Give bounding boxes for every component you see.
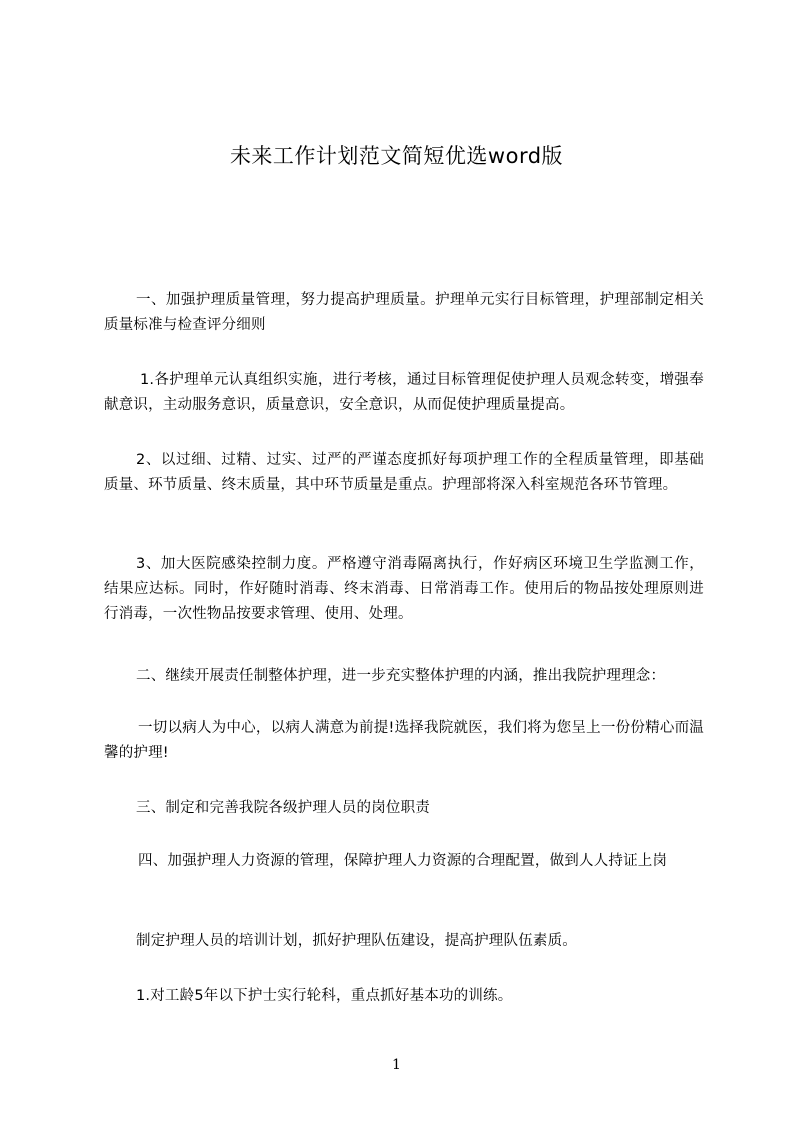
paragraph-item-rotation: 1.对工龄5年以下护士实行轮科，重点抓好基本功的训练。: [136, 988, 513, 1004]
paragraph-section-3: 三、制定和完善我院各级护理人员的岗位职责: [136, 800, 430, 816]
paragraph-section-1: 一、加强护理质量管理，努力提高护理质量。护理单元实行目标管理，护理部制定相关质量标准与检查评分细则: [104, 292, 704, 333]
paragraph-item-1-2: 2、以过细、过精、过实、过严的严谨态度抓好每项护理工作的全程质量管理，即基础质量、环节质量、终末质量，其中环节质量是重点。护理部将深入科室规范各环节管理。: [104, 452, 704, 493]
page-number: 1: [392, 1057, 401, 1073]
paragraph-item-1-1: 1.各护理单元认真组织实施，进行考核，通过目标管理促使护理人员观念转变，增强奉献意识，主动服务意识，质量意识，安全意识，从而促使护理质量提高。: [104, 372, 704, 413]
paragraph-section-4: 四、加强护理人力资源的管理，保障护理人力资源的合理配置，做到人人持证上岗: [138, 853, 668, 869]
document-title: 未来工作计划范文简短优选word版: [229, 144, 564, 168]
paragraph-item-1-3: 3、加大医院感染控制力度。严格遵守消毒隔离执行，作好病区环境卫生学监测工作，结果应达标。同时，作好随时消毒、终末消毒、日常消毒工作。使用后的物品按处理原则进行消毒，一次性物品按要求管理、使用、处理。: [104, 556, 704, 622]
paragraph-section-2: 二、继续开展责任制整体护理，进一步充实整体护理的内涵，推出我院护理理念：: [136, 668, 666, 684]
paragraph-nursing-philosophy: 一切以病人为中心，以病人满意为前提!选择我院就医，我们将为您呈上一份份精心而温馨的护理!: [104, 720, 704, 761]
paragraph-training-plan: 制定护理人员的培训计划，抓好护理队伍建设，提高护理队伍素质。: [136, 933, 577, 949]
